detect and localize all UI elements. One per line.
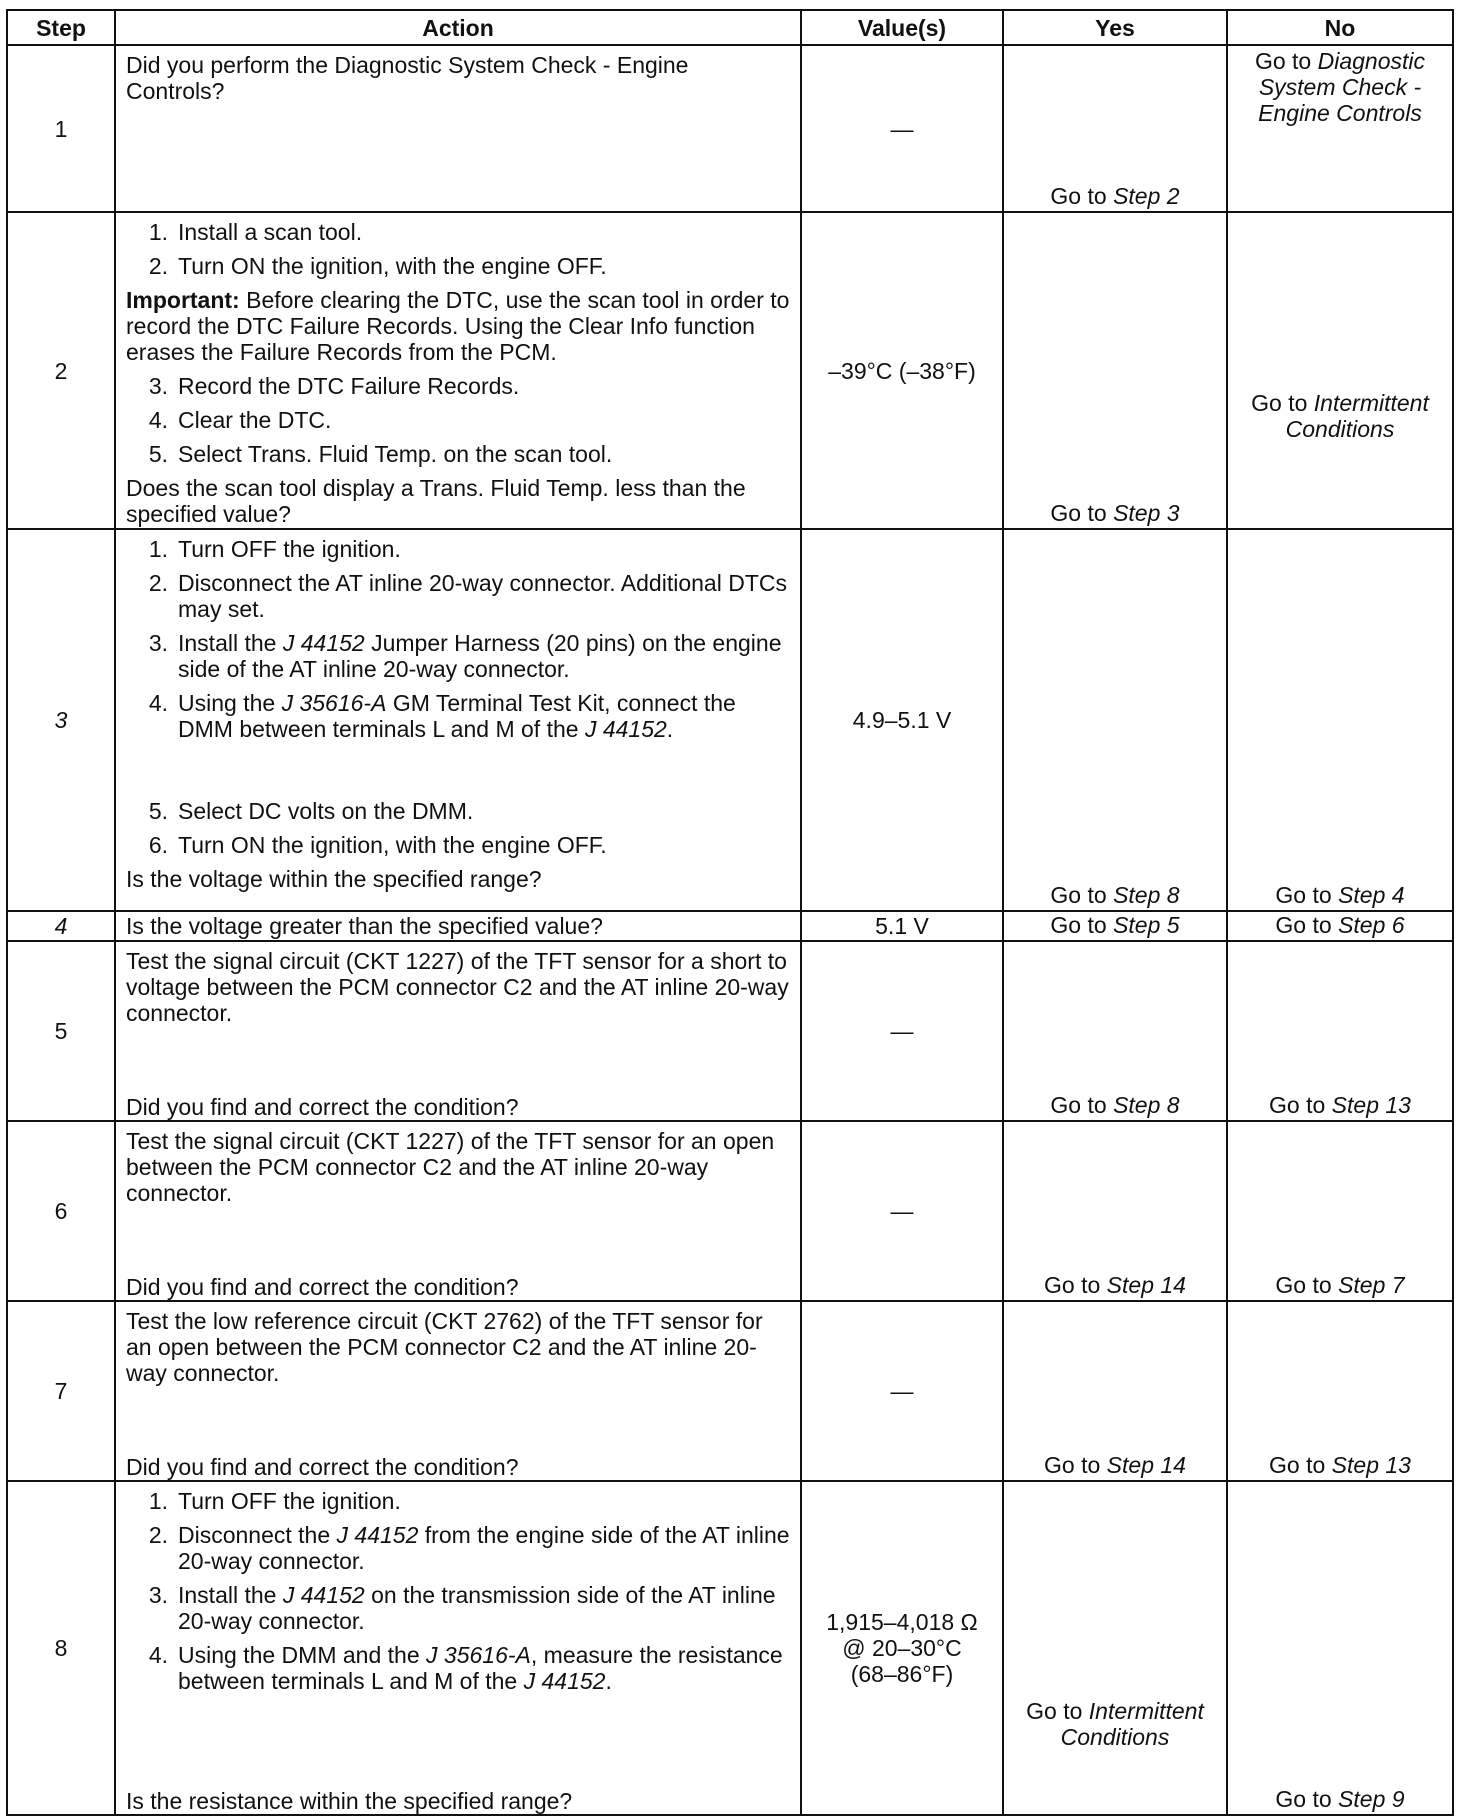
list-item: 3. Record the DTC Failure Records. (148, 373, 520, 399)
important-text: Before clearing the DTC, use the scan tool in order to record the DTC Failure Records. Using the Clear Info function erases the Failure Records from the PCM. (126, 287, 790, 365)
question-text: Is the voltage within the specified range? (126, 866, 542, 892)
important-label: Important: (126, 287, 240, 313)
value-cell: — (801, 45, 1003, 212)
no-step-link[interactable]: Step 13 (1331, 1452, 1411, 1478)
step-number: 2 (7, 212, 115, 529)
list-item: 2. Disconnect the J 44152 from the engine side of the AT inline 20-way connector. (148, 1522, 790, 1574)
yes-cell (1003, 941, 1227, 1121)
goto-label: Go to (1050, 500, 1107, 526)
no-procedure-link[interactable]: Diagnostic System Check - Engine Controls (1258, 48, 1426, 126)
question-text: Is the resistance within the specified range? (126, 1788, 573, 1814)
no-step-link[interactable]: Step 13 (1331, 1092, 1411, 1118)
yes-step-link[interactable]: Step 5 (1113, 912, 1180, 938)
list-item: 1. Install a scan tool. (148, 219, 363, 245)
no-step-link[interactable]: Step 4 (1338, 882, 1405, 908)
question-text: Is the voltage greater than the specified value? (126, 913, 603, 939)
value-cell: 5.1 V (801, 911, 1003, 941)
value-line: 1,915–4,018 Ω (826, 1609, 978, 1635)
question-text: Did you find and correct the condition? (126, 1454, 519, 1480)
header-no: No (1227, 10, 1453, 45)
value-cell: 4.9–5.1 V (801, 529, 1003, 911)
table-row (7, 529, 1453, 911)
yes-step-link[interactable]: Step 8 (1113, 882, 1180, 908)
action-cell (115, 1121, 801, 1301)
action-list (126, 1488, 792, 1702)
table-row (7, 911, 1453, 941)
goto-label: Go to (1275, 1272, 1332, 1298)
yes-step-link[interactable]: Step 14 (1106, 1272, 1186, 1298)
goto-label: Go to (1275, 882, 1332, 908)
no-cell (1227, 911, 1453, 941)
list-item: 4. Using the DMM and the J 35616-A, measure the resistance between terminals L and M of the J 44152. (148, 1642, 783, 1694)
list-item: 5. Select DC volts on the DMM. (148, 798, 474, 824)
list-item: 5. Select Trans. Fluid Temp. on the scan tool. (148, 441, 613, 467)
tool-reference: J 35616-A (281, 690, 387, 716)
yes-step-link[interactable]: Step 3 (1113, 500, 1180, 526)
tool-reference: J 35616-A (426, 1642, 531, 1668)
list-item: 2. Disconnect the AT inline 20-way connector. Additional DTCs may set. (148, 570, 787, 622)
header-step: Step (7, 10, 115, 45)
no-cell (1227, 529, 1453, 911)
goto-label: Go to (1026, 1698, 1083, 1724)
goto-label: Go to (1275, 1786, 1332, 1812)
header-action: Action (115, 10, 801, 45)
header-row (7, 10, 1453, 45)
yes-step-link[interactable]: Step 14 (1106, 1452, 1186, 1478)
action-cell (115, 911, 801, 941)
action-list (126, 536, 792, 858)
yes-step-link[interactable]: Step 8 (1113, 1092, 1180, 1118)
step-number: 1 (7, 45, 115, 212)
goto-label: Go to (1050, 882, 1107, 908)
action-list (126, 219, 792, 279)
yes-cell (1003, 529, 1227, 911)
value-cell: — (801, 941, 1003, 1121)
tool-reference: J 44152 (282, 630, 365, 656)
no-cell (1227, 1301, 1453, 1481)
yes-cell (1003, 1481, 1227, 1815)
step-number: 8 (7, 1481, 115, 1815)
no-step-link[interactable]: Step 9 (1338, 1786, 1405, 1812)
yes-cell (1003, 911, 1227, 941)
list-item: 4. Clear the DTC. (148, 407, 332, 433)
table-row (7, 45, 1453, 212)
table-row (7, 1121, 1453, 1301)
value-line: @ 20–30°C (842, 1635, 962, 1661)
header-yes: Yes (1003, 10, 1227, 45)
no-step-link[interactable]: Step 7 (1338, 1272, 1405, 1298)
tool-reference: J 44152 (336, 1522, 419, 1548)
yes-cell (1003, 1121, 1227, 1301)
question-text: Did you find and correct the condition? (126, 1274, 519, 1300)
goto-label: Go to (1254, 48, 1312, 74)
value-cell: — (801, 1121, 1003, 1301)
tool-reference: J 44152 (584, 716, 667, 742)
value-cell (801, 1481, 1003, 1815)
yes-cell (1003, 45, 1227, 212)
list-item: 2. Turn ON the ignition, with the engine OFF. (148, 253, 607, 279)
step-number: 4 (7, 911, 115, 941)
list-item: 6. Turn ON the ignition, with the engine OFF. (148, 832, 607, 858)
action-cell (115, 941, 801, 1121)
no-cell (1227, 212, 1453, 529)
yes-procedure-link[interactable]: Intermittent Conditions (1060, 1698, 1204, 1750)
action-text: Did you perform the Diagnostic System Check - Engine Controls? (126, 52, 689, 104)
table-row (7, 1481, 1453, 1815)
table-row (7, 212, 1453, 529)
yes-step-link[interactable]: Step 2 (1113, 183, 1180, 209)
goto-label: Go to (1050, 183, 1107, 209)
list-item: 1. Turn OFF the ignition. (148, 1488, 401, 1514)
no-cell (1227, 1481, 1453, 1815)
value-cell: — (801, 1301, 1003, 1481)
action-cell (115, 1301, 801, 1481)
tool-reference: J 44152 (282, 1582, 365, 1608)
step-number: 5 (7, 941, 115, 1121)
action-text: Test the signal circuit (CKT 1227) of the TFT sensor for an open between the PCM connector C2 and the AT inline 20-way connector. (126, 1128, 775, 1206)
question-text: Does the scan tool display a Trans. Fluid Temp. less than the specified value? (126, 475, 746, 527)
list-item: 4. Using the J 35616-A GM Terminal Test Kit, connect the DMM between terminals L and M of the J 44152. (148, 690, 736, 742)
no-cell (1227, 1121, 1453, 1301)
action-cell (115, 45, 801, 212)
no-procedure-link[interactable]: Intermittent Conditions (1285, 389, 1429, 442)
important-note (126, 287, 792, 365)
list-item: 3. Install the J 44152 Jumper Harness (20 pins) on the engine side of the AT inline 20-way connector. (148, 630, 782, 682)
step-number: 7 (7, 1301, 115, 1481)
goto-label: Go to (1275, 912, 1332, 938)
goto-label: Go to (1050, 912, 1107, 938)
goto-label: Go to (1251, 389, 1308, 416)
step-number: 6 (7, 1121, 115, 1301)
goto-label: Go to (1050, 1092, 1107, 1118)
list-item: 1. Turn OFF the ignition. (148, 536, 401, 562)
no-step-link[interactable]: Step 6 (1338, 912, 1405, 938)
value-cell: –39°C (–38°F) (801, 212, 1003, 529)
goto-label: Go to (1044, 1272, 1101, 1298)
tool-reference: J 44152 (523, 1668, 606, 1694)
table-row (7, 941, 1453, 1121)
list-item: 3. Install the J 44152 on the transmission side of the AT inline 20-way connector. (148, 1582, 776, 1634)
action-cell (115, 212, 801, 529)
no-cell (1227, 941, 1453, 1121)
goto-label: Go to (1269, 1452, 1326, 1478)
diagnostic-table (6, 9, 1454, 1816)
no-cell (1227, 45, 1453, 212)
table-row (7, 1301, 1453, 1481)
goto-label: Go to (1044, 1452, 1101, 1478)
yes-cell (1003, 1301, 1227, 1481)
step-number: 3 (7, 529, 115, 911)
action-cell (115, 1481, 801, 1815)
goto-label: Go to (1269, 1092, 1326, 1118)
action-text: Test the signal circuit (CKT 1227) of the TFT sensor for a short to voltage between the PCM connector C2 and the AT inline 20-way connector. (126, 948, 789, 1026)
yes-cell (1003, 212, 1227, 529)
action-list (126, 373, 792, 467)
value-line: (68–86°F) (850, 1661, 954, 1687)
action-cell (115, 529, 801, 911)
action-text: Test the low reference circuit (CKT 2762) of the TFT sensor for an open between the PCM connector C2 and the AT inline 20-way connector. (126, 1308, 763, 1386)
header-values: Value(s) (801, 10, 1003, 45)
question-text: Did you find and correct the condition? (126, 1094, 519, 1120)
